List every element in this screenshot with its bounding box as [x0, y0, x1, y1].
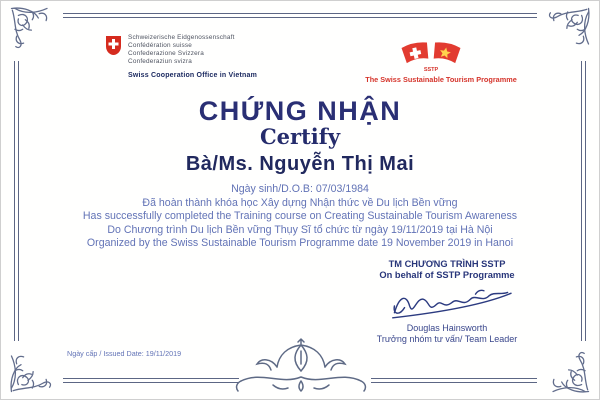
- swiss-confederation-text: [128, 34, 235, 66]
- dob-line: Ngày sinh/D.O.B: 07/03/1984: [231, 183, 369, 195]
- organizer-line-vi: Do Chương trình Du lịch Bền vững Thụy Sĩ tổ chức từ ngày 19/11/2019 tại Hà Nội: [107, 223, 493, 236]
- completion-line-en: Has successfully completed the Training course on Creating Sustainable Tourism Awareness: [82, 210, 518, 223]
- corner-flourish-icon: [540, 343, 592, 395]
- issued-date: Ngày cấp / Issued Date: 19/11/2019: [67, 349, 182, 358]
- swiss-line-it: Confederazione Svizzera: [128, 49, 205, 57]
- sstp-logo-mark: SSTP: [423, 67, 439, 73]
- certificate-body: [1, 183, 599, 251]
- swiss-line-de: Schweizerische Eidgenossenschaft: [128, 34, 235, 41]
- sstp-programme-label: The Swiss Sustainable Tourism Programme: [365, 75, 517, 84]
- corner-flourish-icon: [8, 343, 60, 395]
- signer-name: Douglas Hainsworth: [406, 323, 488, 333]
- certificate-title-en: Certify: [259, 124, 341, 149]
- corner-flourish-icon: [540, 5, 592, 57]
- recipient-name: Bà/Ms. Nguyễn Thị Mai: [185, 153, 415, 175]
- on-behalf-en: On behalf of SSTP Programme: [379, 270, 515, 280]
- corner-flourish-icon: [8, 5, 60, 57]
- border-bottom-right-segment: [371, 378, 537, 383]
- damask-ornament-icon: [231, 336, 371, 396]
- swiss-cooperation-office-label: Swiss Cooperation Office in Vietnam: [128, 72, 258, 79]
- signature-block: [331, 259, 563, 281]
- swiss-shield-icon: [105, 35, 122, 56]
- signer-role: Trưởng nhóm tư vấn/ Team Leader: [376, 334, 518, 344]
- border-top: [63, 13, 537, 18]
- organizer-line-en: Organized by the Swiss Sustainable Tourism Programme date 19 November 2019 in Hanoi: [86, 237, 514, 250]
- certificate-title-vi: CHỨNG NHẬN: [198, 96, 402, 126]
- crossed-flags-icon: [399, 39, 463, 67]
- swiss-line-rm: Confederaziun svizra: [128, 57, 193, 65]
- completion-line-vi: Đã hoàn thành khóa học Xây dựng Nhận thức về Du lịch Bền vững: [142, 196, 458, 209]
- signature-icon: [386, 284, 516, 322]
- on-behalf-vi: TM CHƯƠNG TRÌNH SSTP: [388, 259, 506, 269]
- border-bottom-left-segment: [63, 378, 239, 383]
- swiss-line-fr: Confédération suisse: [128, 41, 193, 49]
